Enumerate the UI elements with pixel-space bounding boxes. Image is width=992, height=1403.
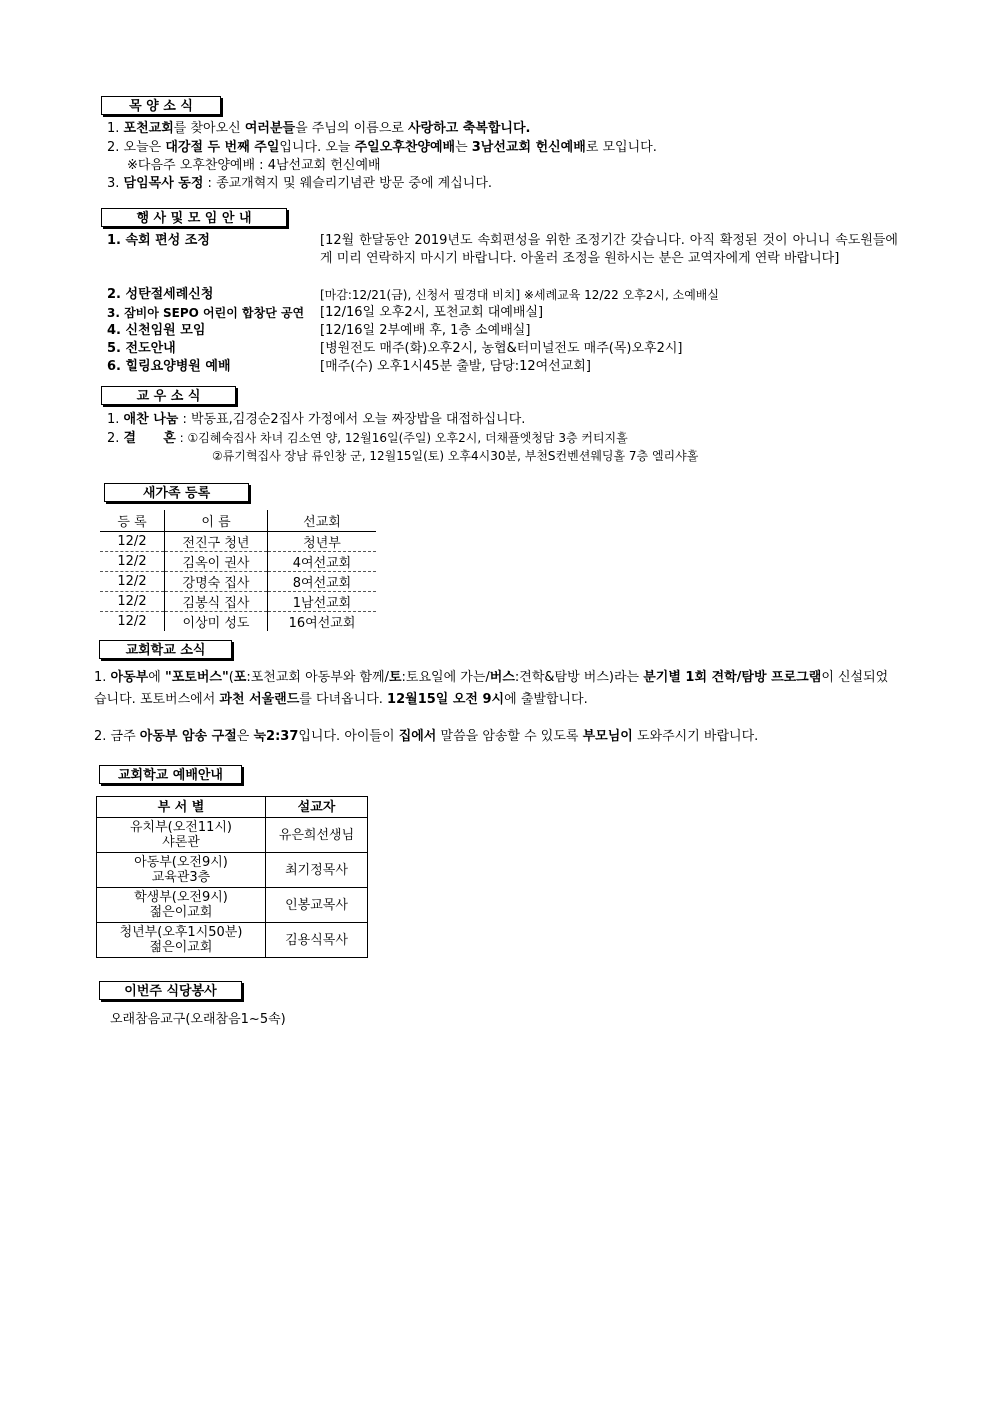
- column-header-date: 등 록: [100, 510, 165, 532]
- table-row: [97, 888, 368, 923]
- table-row: [97, 923, 368, 958]
- cell-name: 김옥이 권사: [165, 552, 268, 572]
- table-row: [97, 853, 368, 888]
- cell-mission: 4여선교회: [268, 552, 377, 572]
- column-header-department: 부 서 별: [97, 797, 266, 818]
- cell-mission: 청년부: [268, 532, 377, 552]
- cell-preacher: 인봉교목사: [266, 888, 368, 923]
- cell-date: 12/2: [100, 592, 165, 612]
- news-item-3: 3. 담임목사 동정 : 종교개혁지 및 웨슬리기념관 방문 중에 계십니다.: [107, 176, 493, 191]
- cell-department: [97, 923, 266, 958]
- section-title-school-news: 교회학교 소식: [99, 640, 232, 659]
- cell-name: 강명숙 집사: [165, 572, 268, 592]
- section-title-member-news: 교 우 소 식: [101, 386, 236, 405]
- department-time: 유치부(오전11시): [129, 820, 233, 835]
- department-place: 교육관3층: [151, 870, 211, 885]
- cell-date: 12/2: [100, 572, 165, 592]
- cell-name: 전진구 청년: [165, 532, 268, 552]
- section-title-events: 행 사 및 모 임 안 내: [101, 208, 287, 227]
- cell-mission: 16여선교회: [288, 616, 356, 631]
- table-header-row: [100, 510, 376, 532]
- event-desc-3: [12/16일 오후2시, 포천교회 대예배실]: [320, 305, 544, 320]
- event-label-5: 5. 전도안내: [107, 341, 176, 356]
- section-title-school-worship: 교회학교 예배안내: [99, 765, 242, 784]
- column-header-name: 이 름: [165, 510, 268, 532]
- news-item-2: 2. 오늘은 대강절 두 번째 주일입니다. 오늘 주일오후찬양예배는 3남선교회 헌신예배로 모입니다.: [107, 140, 657, 155]
- member-item-2: 2. 결 혼 : ①김혜숙집사 차녀 김소연 양, 12월16일(주일) 오후2시, 더채플엣청담 3층 커티지홀: [107, 431, 628, 446]
- cell-department: [97, 818, 266, 853]
- school-worship-table: [96, 796, 368, 958]
- department-time: 아동부(오전9시): [134, 855, 228, 870]
- event-desc-1: [12월 한달동안 2019년도 속회편성을 위한 조정기간 갖습니다. 아직 확정된 것이 아니니 속도원들에게 미리 연락하지 마시기 바랍니다. 아울러 조정을 원하시는 분은 교역자에게 연락 바랍니다]: [320, 233, 898, 266]
- cell-department: [97, 853, 266, 888]
- section-title-new-family: 새가족 등록: [104, 483, 249, 502]
- table-row: [100, 592, 376, 612]
- department-time: 청년부(오후1시50분): [119, 925, 243, 940]
- cell-department: [97, 888, 266, 923]
- event-desc-4: [12/16일 2부예배 후, 1층 소예배실]: [320, 323, 531, 338]
- department-time: 학생부(오전9시): [134, 890, 228, 905]
- table-row: [100, 612, 376, 632]
- school-news-paragraph-1: 1. 아동부에 "포토버스"(포:포천교회 아동부와 함께/토:토요일에 가는/버스:견학&탐방 버스)라는 분기별 1회 견학/탐방 프로그램이 신설되었습니다. 포토버스에서 과천 서울랜드를 다녀옵니다. 12월15일 오전 9시에 출발합니다.: [94, 670, 889, 707]
- new-family-table: [100, 510, 376, 631]
- event-label-2: 2. 성탄절세례신청: [107, 287, 214, 302]
- event-label-1: 1. 속회 편성 조정: [107, 233, 210, 248]
- event-desc-5: [병원전도 매주(화)오후2시, 농협&터미널전도 매주(목)오후2시]: [320, 341, 683, 356]
- cell-date: 12/2: [100, 532, 165, 552]
- event-desc-2: [마감:12/21(금), 신청서 필경대 비치] ※세례교육 12/22 오후2시, 소예배실: [320, 288, 719, 302]
- cell-mission: 1남선교회: [268, 592, 377, 612]
- cell-preacher: 유은희선생님: [266, 818, 368, 853]
- news-item-2-note: ※다음주 오후찬양예배 : 4남선교회 헌신예배: [127, 158, 381, 173]
- section-title-pastoral-news: 목 양 소 식: [101, 96, 221, 115]
- cell-date: 12/2: [100, 552, 165, 572]
- event-desc-6: [매주(수) 오후1시45분 출발, 담당:12여선교회]: [320, 359, 591, 374]
- cell-mission: 8여선교회: [268, 572, 377, 592]
- school-news-paragraph-2: 2. 금주 아동부 암송 구절은 눅2:37입니다. 아이들이 집에서 말씀을 암송할 수 있도록 부모님이 도와주시기 바랍니다.: [94, 729, 759, 744]
- event-label-6: 6. 힐링요양병원 예배: [107, 359, 231, 374]
- cell-name: 김봉식 집사: [165, 592, 268, 612]
- table-row: [100, 572, 376, 592]
- table-row: [97, 818, 368, 853]
- cell-date: 12/2: [100, 612, 165, 632]
- table-row: [100, 532, 376, 552]
- event-label-3: 3. 잠비아 SEPO 어린이 합창단 공연: [107, 306, 305, 320]
- department-place: 젊은이교회: [149, 905, 213, 920]
- column-header-preacher: 설교자: [266, 797, 368, 818]
- cell-name: 이상미 성도: [165, 612, 268, 632]
- cell-preacher: 김용식목사: [266, 923, 368, 958]
- kitchen-service-text: 오래참음교구(오래참음1~5속): [110, 1012, 286, 1027]
- section-title-kitchen-service: 이번주 식당봉사: [99, 981, 242, 1000]
- cell-preacher: 최기정목사: [266, 853, 368, 888]
- department-place: 젊은이교회: [149, 940, 213, 955]
- table-header-row: [97, 797, 368, 818]
- event-label-4: 4. 신천임원 모임: [107, 323, 206, 338]
- table-row: [100, 552, 376, 572]
- column-header-mission: 선교회: [268, 510, 377, 532]
- member-item-2b: ②류기혁집사 장남 류인창 군, 12월15일(토) 오후4시30분, 부천S컨벤션웨딩홀 7층 엘리샤홀: [212, 449, 699, 463]
- member-item-1: 1. 애찬 나눔 : 박동표,김경순2집사 가정에서 오늘 짜장밥을 대접하십니다.: [107, 412, 526, 427]
- news-item-1: 1. 포천교회를 찾아오신 여러분들을 주님의 이름으로 사랑하고 축복합니다.: [107, 121, 531, 136]
- department-place: 샤론관: [162, 835, 200, 850]
